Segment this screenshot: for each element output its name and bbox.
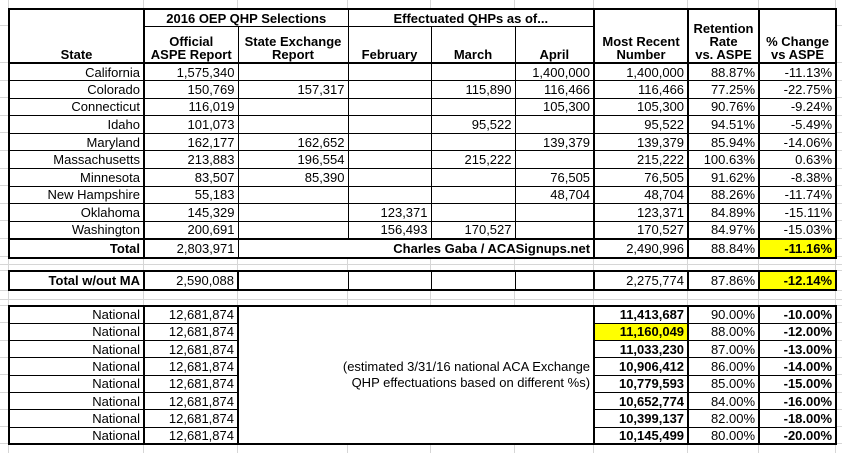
state-row [9, 116, 836, 134]
total-without-ma-table [8, 270, 837, 291]
national-label-cell[interactable]: National [9, 306, 144, 323]
credit-cell[interactable]: Charles Gaba / ACASignups.net [238, 239, 594, 258]
national-aspe-cell[interactable]: 12,681,874 [144, 392, 238, 409]
cell-pct-change[interactable]: -14.06% [759, 133, 836, 151]
state-row [9, 151, 836, 169]
total-without-ma-row [9, 271, 836, 290]
cell-february[interactable] [348, 98, 431, 116]
header-state-exchange[interactable]: State Exchange Report [238, 26, 348, 63]
cell-april[interactable]: 48,704 [515, 186, 594, 204]
cell-march[interactable] [431, 63, 515, 81]
cell-april[interactable]: 1,400,000 [515, 63, 594, 81]
cell-february[interactable]: 123,371 [348, 204, 431, 222]
cell-official-aspe[interactable]: 200,691 [144, 221, 238, 239]
national-aspe-cell[interactable]: 12,681,874 [144, 427, 238, 444]
cell-state-exchange[interactable] [238, 204, 348, 222]
header-february[interactable]: February [348, 26, 431, 63]
national-change-cell[interactable]: -14.00% [759, 358, 836, 375]
cell-pct-change[interactable]: -5.49% [759, 116, 836, 134]
cell-most-recent[interactable]: 116,466 [594, 81, 688, 99]
state-row [9, 133, 836, 151]
cell-march[interactable] [431, 169, 515, 187]
cell-retention[interactable]: 91.62% [688, 169, 759, 187]
cell-official-aspe[interactable]: 1,575,340 [144, 63, 238, 81]
cell-february[interactable] [348, 116, 431, 134]
cell-official-aspe[interactable]: 150,769 [144, 81, 238, 99]
national-recent-cell[interactable]: 10,399,137 [594, 410, 688, 427]
cell-february[interactable]: 156,493 [348, 221, 431, 239]
header-2016-oep-selections-group[interactable]: 2016 OEP QHP Selections [144, 9, 348, 26]
cell-march[interactable] [431, 98, 515, 116]
national-retention-cell[interactable]: 88.00% [688, 323, 759, 340]
national-estimates-table [8, 305, 837, 445]
cell-retention[interactable]: 90.76% [688, 98, 759, 116]
woma-aspe-cell[interactable]: 2,590,088 [144, 271, 238, 290]
header-retention-rate[interactable]: Retention Rate vs. ASPE [688, 9, 759, 63]
cell-most-recent[interactable]: 76,505 [594, 169, 688, 187]
cell-pct-change[interactable]: 0.63% [759, 151, 836, 169]
national-retention-cell[interactable]: 87.00% [688, 341, 759, 358]
cell-state-exchange[interactable]: 157,317 [238, 81, 348, 99]
cell-retention[interactable]: 84.97% [688, 221, 759, 239]
cell-state[interactable]: California [9, 63, 144, 81]
cell-retention[interactable]: 88.26% [688, 186, 759, 204]
cell-pct-change[interactable]: -11.74% [759, 186, 836, 204]
cell-state[interactable]: Connecticut [9, 98, 144, 116]
gridline [0, 299, 842, 300]
cell-official-aspe[interactable]: 83,507 [144, 169, 238, 187]
national-retention-cell[interactable]: 80.00% [688, 427, 759, 444]
national-recent-cell[interactable]: 10,779,593 [594, 375, 688, 392]
cell-state[interactable]: Minnesota [9, 169, 144, 187]
cell-february[interactable] [348, 133, 431, 151]
cell-most-recent[interactable]: 48,704 [594, 186, 688, 204]
state-row [9, 81, 836, 99]
header-april[interactable]: April [515, 26, 594, 63]
cell-february[interactable] [348, 169, 431, 187]
national-recent-cell[interactable]: 11,160,049 [594, 323, 688, 340]
gridline [0, 264, 842, 265]
national-change-cell[interactable]: -13.00% [759, 341, 836, 358]
national-recent-cell[interactable]: 10,906,412 [594, 358, 688, 375]
cell-april[interactable]: 139,379 [515, 133, 594, 151]
woma-retention-cell[interactable]: 87.86% [688, 271, 759, 290]
national-label-cell[interactable]: National [9, 410, 144, 427]
cell-april[interactable] [515, 116, 594, 134]
cell-pct-change[interactable]: -9.24% [759, 98, 836, 116]
national-retention-cell[interactable]: 86.00% [688, 358, 759, 375]
cell-february[interactable] [348, 63, 431, 81]
woma-empty-cell[interactable] [515, 271, 594, 290]
cell-official-aspe[interactable]: 213,883 [144, 151, 238, 169]
national-change-cell[interactable]: -20.00% [759, 427, 836, 444]
cell-april[interactable]: 116,466 [515, 81, 594, 99]
cell-state[interactable]: Maryland [9, 133, 144, 151]
woma-change-cell[interactable]: -12.14% [759, 271, 836, 290]
total-retention-cell[interactable]: 88.84% [688, 239, 759, 258]
national-retention-cell[interactable]: 85.00% [688, 375, 759, 392]
cell-state-exchange[interactable] [238, 186, 348, 204]
cell-state[interactable]: Washington [9, 221, 144, 239]
cell-official-aspe[interactable]: 101,073 [144, 116, 238, 134]
national-change-cell[interactable]: -15.00% [759, 375, 836, 392]
cell-retention[interactable]: 94.51% [688, 116, 759, 134]
cell-most-recent[interactable]: 123,371 [594, 204, 688, 222]
total-aspe-cell[interactable]: 2,803,971 [144, 239, 238, 258]
cell-retention[interactable]: 88.87% [688, 63, 759, 81]
cell-march[interactable] [431, 133, 515, 151]
cell-state-exchange[interactable] [238, 63, 348, 81]
cell-most-recent[interactable]: 215,222 [594, 151, 688, 169]
cell-official-aspe[interactable]: 145,329 [144, 204, 238, 222]
national-label-cell[interactable]: National [9, 341, 144, 358]
national-label-cell[interactable]: National [9, 427, 144, 444]
national-label-cell[interactable]: National [9, 323, 144, 340]
woma-empty-cell[interactable] [431, 271, 515, 290]
cell-april[interactable]: 105,300 [515, 98, 594, 116]
state-row [9, 204, 836, 222]
national-recent-cell[interactable]: 10,652,774 [594, 392, 688, 409]
cell-most-recent[interactable]: 170,527 [594, 221, 688, 239]
cell-state-exchange[interactable] [238, 221, 348, 239]
national-retention-cell[interactable]: 82.00% [688, 410, 759, 427]
state-row [9, 98, 836, 116]
woma-recent-cell[interactable]: 2,275,774 [594, 271, 688, 290]
national-row [9, 306, 836, 323]
cell-official-aspe[interactable]: 55,183 [144, 186, 238, 204]
total-row [9, 239, 836, 258]
national-recent-cell[interactable]: 11,413,687 [594, 306, 688, 323]
cell-most-recent[interactable]: 95,522 [594, 116, 688, 134]
national-aspe-cell[interactable]: 12,681,874 [144, 306, 238, 323]
cell-state-exchange[interactable] [238, 98, 348, 116]
header-pct-change[interactable]: % Change vs ASPE [759, 9, 836, 63]
cell-official-aspe[interactable]: 116,019 [144, 98, 238, 116]
cell-april[interactable] [515, 204, 594, 222]
national-change-cell[interactable]: -18.00% [759, 410, 836, 427]
cell-state[interactable]: New Hampshire [9, 186, 144, 204]
national-label-cell[interactable]: National [9, 392, 144, 409]
cell-state[interactable]: Massachusetts [9, 151, 144, 169]
national-aspe-cell[interactable]: 12,681,874 [144, 410, 238, 427]
cell-retention[interactable]: 77.25% [688, 81, 759, 99]
state-row [9, 186, 836, 204]
national-retention-cell[interactable]: 84.00% [688, 392, 759, 409]
cell-state-exchange[interactable]: 196,554 [238, 151, 348, 169]
cell-pct-change[interactable]: -22.75% [759, 81, 836, 99]
cell-most-recent[interactable]: 139,379 [594, 133, 688, 151]
cell-most-recent[interactable]: 1,400,000 [594, 63, 688, 81]
cell-state-exchange[interactable]: 162,652 [238, 133, 348, 151]
national-label-cell[interactable]: National [9, 375, 144, 392]
state-row [9, 169, 836, 187]
national-recent-cell[interactable]: 11,033,230 [594, 341, 688, 358]
header-state[interactable]: State [9, 9, 144, 63]
cell-pct-change[interactable]: -15.03% [759, 221, 836, 239]
national-label-cell[interactable]: National [9, 358, 144, 375]
cell-march[interactable]: 95,522 [431, 116, 515, 134]
cell-pct-change[interactable]: -11.13% [759, 63, 836, 81]
total-label-cell[interactable]: Total [9, 239, 144, 258]
national-change-cell[interactable]: -12.00% [759, 323, 836, 340]
total-change-cell[interactable]: -11.16% [759, 239, 836, 258]
state-row [9, 221, 836, 239]
header-march[interactable]: March [431, 26, 515, 63]
national-aspe-cell[interactable]: 12,681,874 [144, 341, 238, 358]
national-aspe-cell[interactable]: 12,681,874 [144, 375, 238, 392]
total-recent-cell[interactable]: 2,490,996 [594, 239, 688, 258]
cell-april[interactable] [515, 151, 594, 169]
cell-pct-change[interactable]: -8.38% [759, 169, 836, 187]
cell-retention[interactable]: 100.63% [688, 151, 759, 169]
national-change-cell[interactable]: -16.00% [759, 392, 836, 409]
state-qhp-table [8, 8, 837, 259]
cell-most-recent[interactable]: 105,300 [594, 98, 688, 116]
national-aspe-cell[interactable]: 12,681,874 [144, 323, 238, 340]
cell-official-aspe[interactable]: 162,177 [144, 133, 238, 151]
cell-retention[interactable]: 84.89% [688, 204, 759, 222]
national-note-cell[interactable]: (estimated 3/31/16 national ACA Exchange QHP effectuations based on different %s) [238, 306, 594, 444]
cell-march[interactable]: 170,527 [431, 221, 515, 239]
cell-march[interactable]: 215,222 [431, 151, 515, 169]
national-change-cell[interactable]: -10.00% [759, 306, 836, 323]
cell-february[interactable] [348, 81, 431, 99]
national-retention-cell[interactable]: 90.00% [688, 306, 759, 323]
cell-february[interactable] [348, 151, 431, 169]
cell-state-exchange[interactable] [238, 116, 348, 134]
cell-retention[interactable]: 85.94% [688, 133, 759, 151]
state-row [9, 63, 836, 81]
national-aspe-cell[interactable]: 12,681,874 [144, 358, 238, 375]
cell-april[interactable]: 76,505 [515, 169, 594, 187]
woma-empty-cell[interactable] [348, 271, 431, 290]
cell-march[interactable] [431, 186, 515, 204]
header-official-aspe[interactable]: Official ASPE Report [144, 26, 238, 63]
cell-march[interactable] [431, 204, 515, 222]
national-recent-cell[interactable]: 10,145,499 [594, 427, 688, 444]
cell-april[interactable] [515, 221, 594, 239]
woma-empty-cell[interactable] [238, 271, 348, 290]
cell-state[interactable]: Oklahoma [9, 204, 144, 222]
cell-february[interactable] [348, 186, 431, 204]
woma-label-cell[interactable]: Total w/out MA [9, 271, 144, 290]
cell-state[interactable]: Idaho [9, 116, 144, 134]
header-effectuated-group[interactable]: Effectuated QHPs as of... [348, 9, 594, 26]
cell-pct-change[interactable]: -15.11% [759, 204, 836, 222]
cell-march[interactable]: 115,890 [431, 81, 515, 99]
cell-state[interactable]: Colorado [9, 81, 144, 99]
cell-state-exchange[interactable]: 85,390 [238, 169, 348, 187]
header-most-recent-number[interactable]: Most Recent Number [594, 9, 688, 63]
